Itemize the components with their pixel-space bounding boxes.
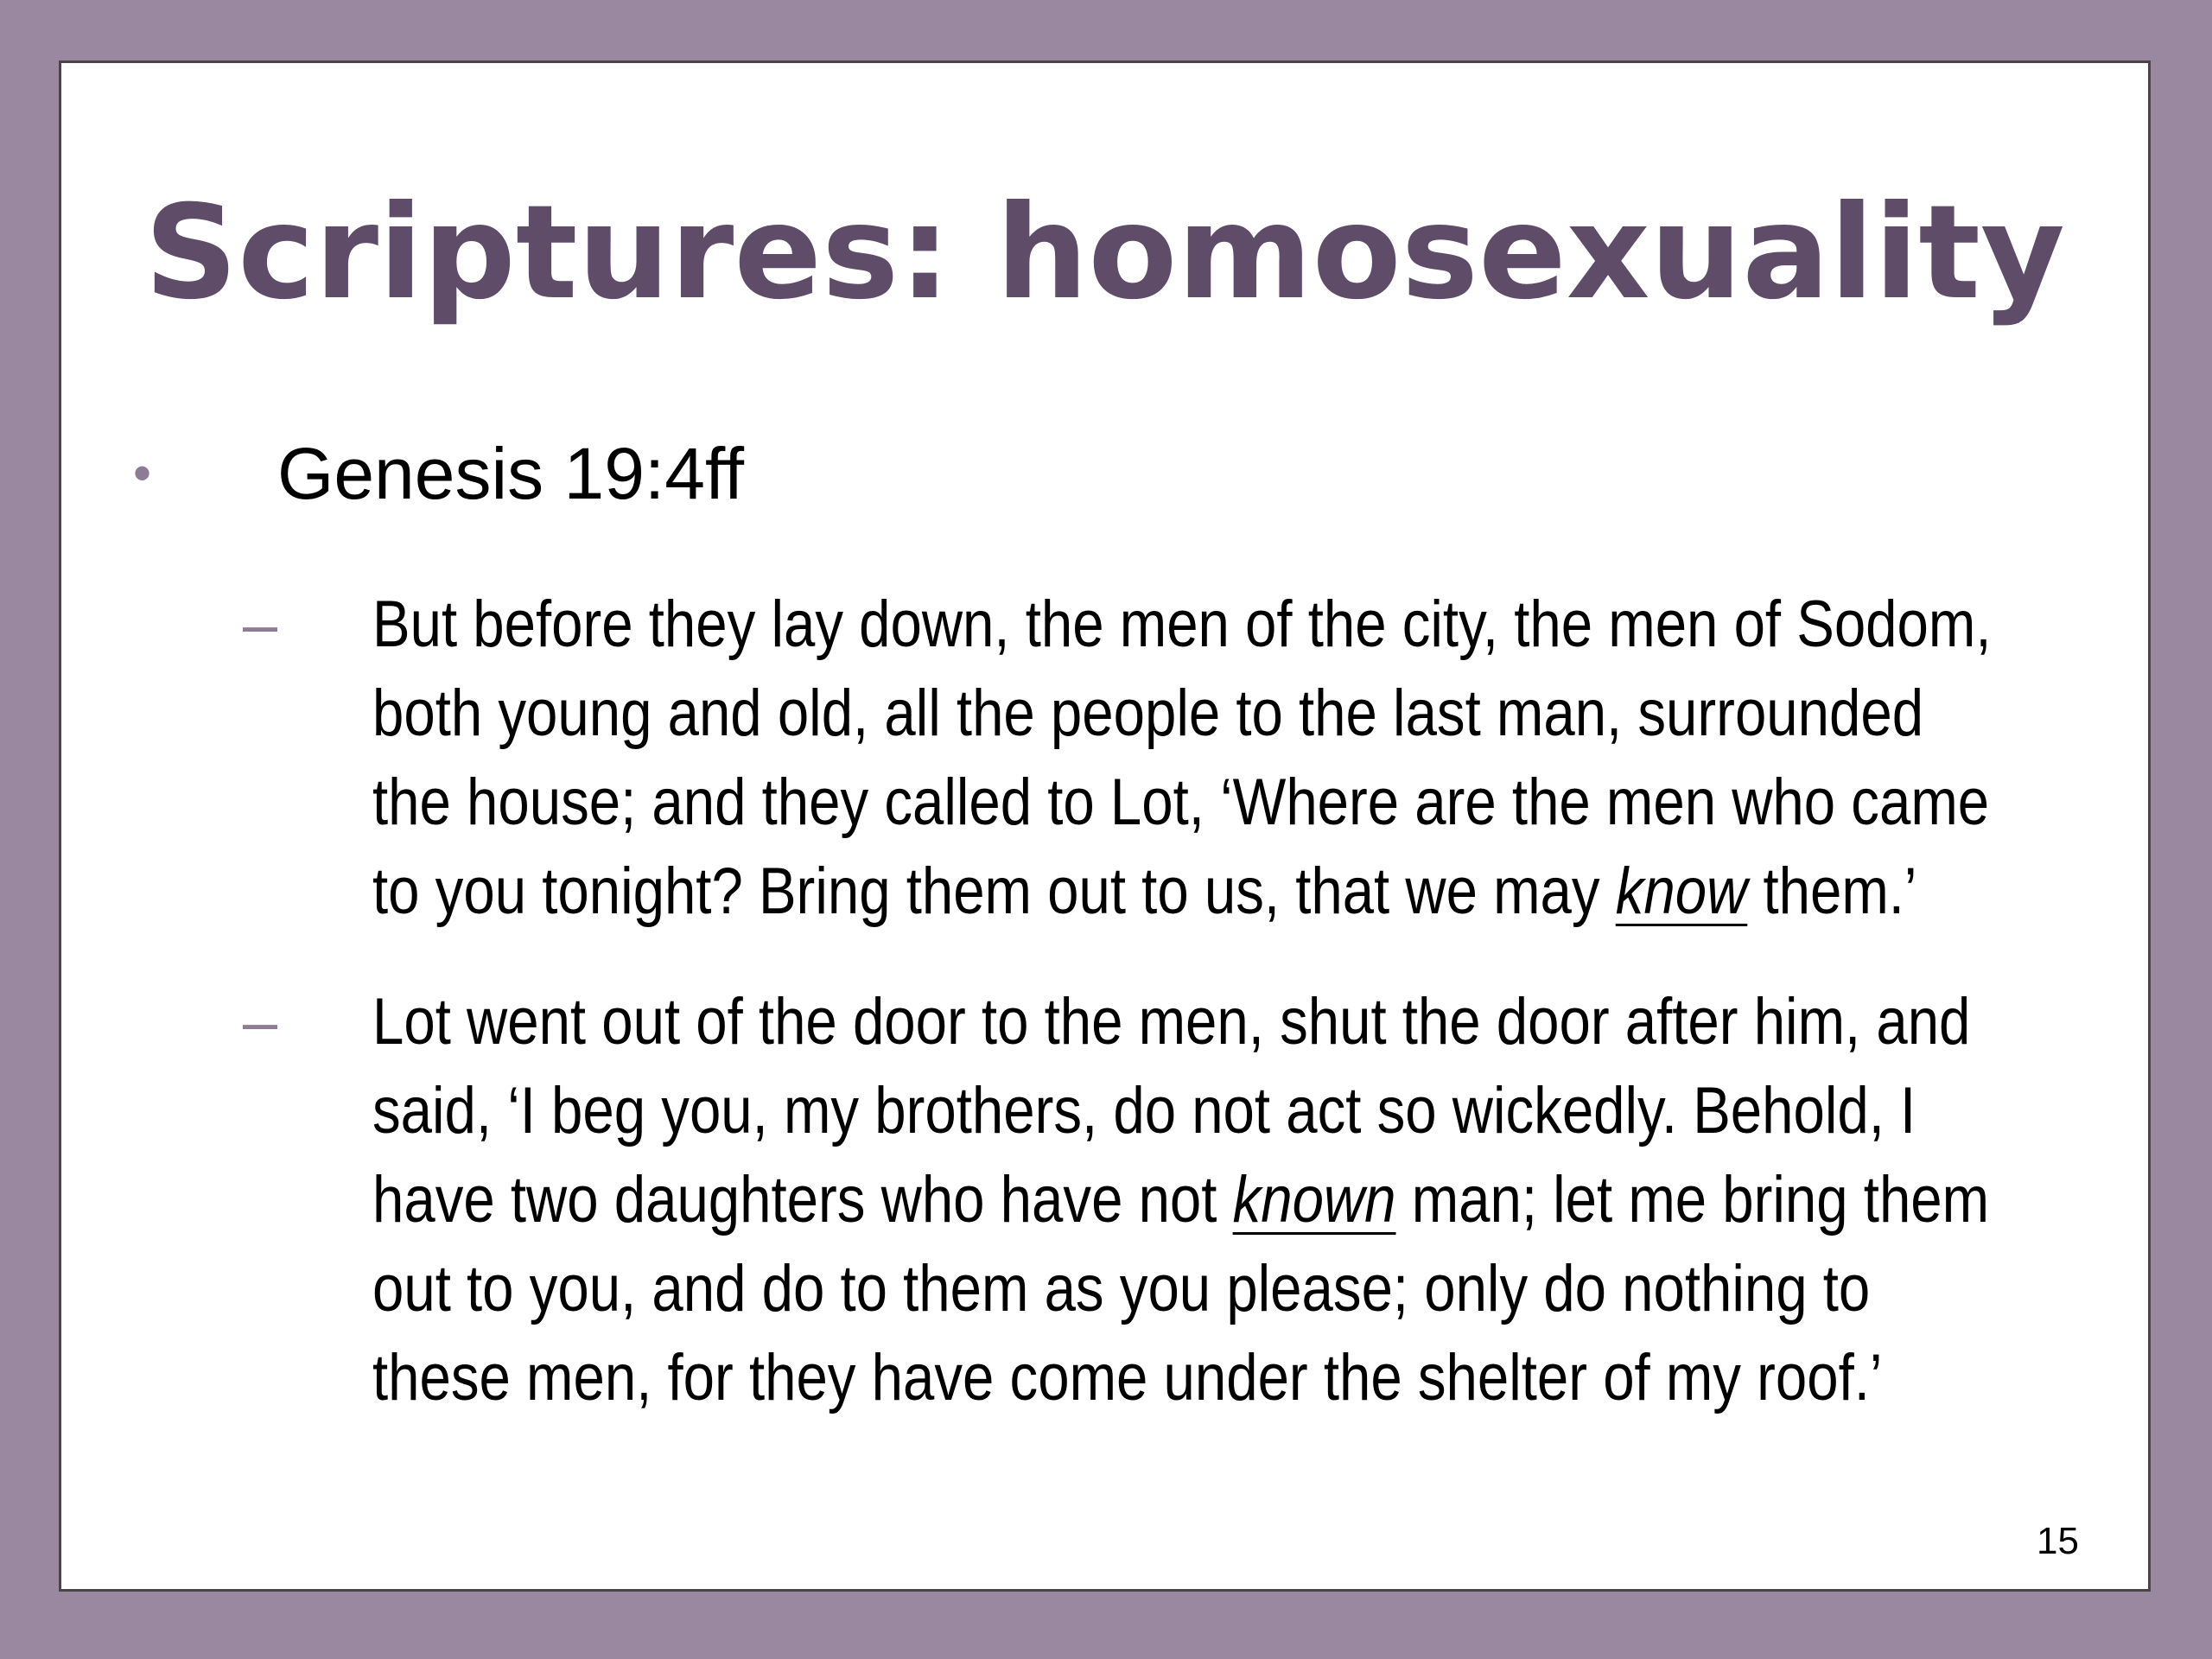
emphasized-word: know bbox=[1615, 855, 1748, 928]
emphasized-word: known bbox=[1232, 1163, 1396, 1236]
text-line: these men, for they have come under the shelter of my roof.’ bbox=[372, 1341, 1883, 1414]
text-line: But before they lay down, the men of the city, the men of Sodom, bbox=[372, 588, 1992, 661]
bullet-text: Genesis 19:4ff bbox=[277, 433, 745, 514]
dash-icon: – bbox=[243, 988, 278, 1057]
text-line: to you tonight? Bring them out to us, that we may know them.’ bbox=[372, 855, 1917, 928]
subpoint-2-text bbox=[372, 977, 2212, 1422]
text-line: out to you, and do to them as you please; only do nothing to bbox=[372, 1252, 1871, 1325]
text-line: Lot went out of the door to the men, shut the door after him, and bbox=[372, 985, 1971, 1058]
dash-icon: – bbox=[243, 590, 278, 659]
text-line: both young and old, all the people to the last man, surrounded bbox=[372, 677, 1924, 750]
bullet-dot-icon: • bbox=[133, 444, 152, 502]
bullet-item bbox=[133, 409, 2120, 538]
text-line: have two daughters who have not known man; let me bring them bbox=[372, 1163, 1990, 1236]
text-line: said, ‘I beg you, my brothers, do not act so wickedly. Behold, I bbox=[372, 1074, 1916, 1147]
subpoint-1-text bbox=[372, 580, 2212, 936]
slide-title: Scriptures: homosexuality bbox=[144, 178, 2065, 328]
slide bbox=[59, 60, 2151, 1592]
page-number: 15 bbox=[2037, 1520, 2079, 1562]
text-line: the house; and they called to Lot, ‘Where are the men who came bbox=[372, 766, 1990, 839]
